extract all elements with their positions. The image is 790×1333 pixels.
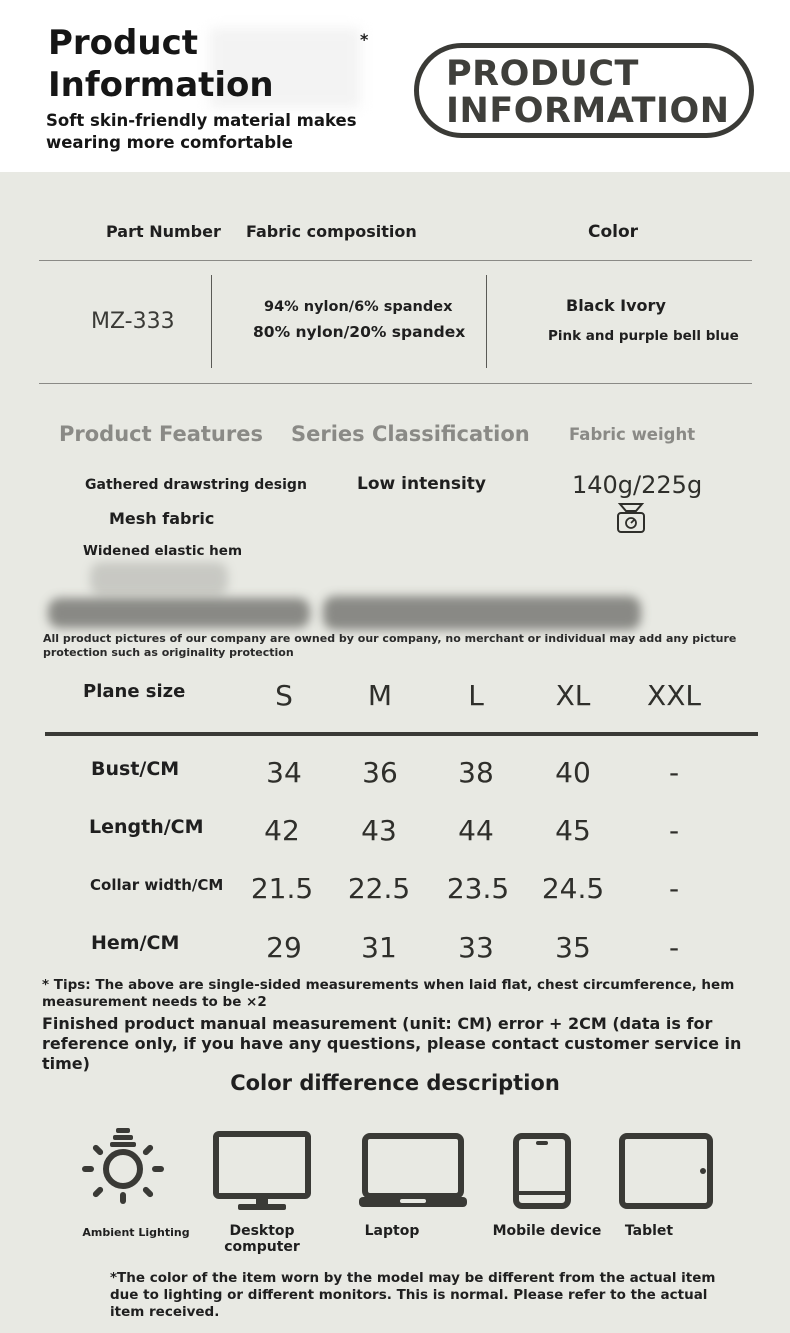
desktop-monitor-icon	[213, 1131, 311, 1211]
size-cell: 44	[458, 814, 494, 847]
feature-item: Widened elastic hem	[83, 543, 243, 559]
size-cell: 42	[264, 814, 300, 847]
product-features-heading: Product Features	[59, 422, 263, 446]
color-line: Pink and purple bell blue	[548, 328, 739, 344]
copyright-notice: All product pictures of our company are owned by our company, no merchant or individual may add any picture protection such as originality protection	[43, 632, 737, 659]
size-cell: 35	[555, 931, 591, 964]
color-line: Black Ivory	[566, 296, 666, 315]
blurred-region	[323, 596, 641, 630]
size-header: XL	[555, 679, 591, 712]
size-cell: -	[668, 756, 680, 789]
measurement-tips: * Tips: The above are single-sided measurements when laid flat, chest circumference, hem measurement needs to be ×2	[42, 977, 735, 1010]
series-value: Low intensity	[357, 474, 486, 494]
size-cell: 33	[458, 931, 494, 964]
page-title: Product Information	[48, 23, 274, 105]
badge-text: PRODUCT INFORMATION	[446, 54, 730, 131]
size-cell: 29	[266, 931, 302, 964]
size-cell: 38	[458, 756, 494, 789]
color-header: Color	[588, 222, 639, 242]
fabric-line: 94% nylon/6% spandex	[264, 299, 453, 315]
row-label: Bust/CM	[91, 758, 180, 780]
size-cell: 45	[555, 814, 591, 847]
size-cell: 34	[266, 756, 302, 789]
asterisk-mark: *	[360, 30, 369, 49]
size-header: M	[367, 679, 393, 712]
table-divider-top	[39, 260, 752, 261]
size-cell: 22.5	[347, 872, 411, 905]
size-table-rule	[45, 732, 758, 736]
row-label: Length/CM	[89, 816, 204, 838]
row-label: Hem/CM	[91, 932, 180, 954]
mobile-phone-icon	[513, 1133, 571, 1209]
size-cell: -	[668, 931, 680, 964]
table-column-divider	[211, 275, 212, 368]
row-label: Collar width/CM	[90, 876, 224, 894]
size-cell: 23.5	[446, 872, 510, 905]
measurement-error-note: Finished product manual measurement (unit: CM) error + 2CM (data is for reference only, if you have any questions, please contact customer service in time)	[42, 1014, 742, 1073]
device-label: Ambient Lighting	[82, 1226, 190, 1239]
device-label: Mobile device	[492, 1223, 602, 1239]
color-difference-footnote: *The color of the item worn by the model may be different from the actual item due to lighting or different monitors. This is normal. Please refer to the actual item received.	[110, 1270, 716, 1320]
table-divider-bottom	[39, 383, 752, 384]
table-column-divider	[486, 275, 487, 368]
size-cell: 36	[362, 756, 398, 789]
fabric-weight-value: 140g/225g	[572, 471, 703, 499]
part-number-header: Part Number	[106, 222, 221, 241]
device-label: Tablet	[624, 1223, 674, 1239]
fabric-header: Fabric composition	[246, 222, 417, 241]
size-cell: 31	[361, 931, 397, 964]
header-banner	[0, 0, 790, 172]
plane-size-header: Plane size	[83, 681, 186, 702]
size-cell: 43	[361, 814, 397, 847]
size-header: L	[468, 679, 484, 712]
size-cell: 21.5	[250, 872, 314, 905]
size-cell: 24.5	[541, 872, 605, 905]
series-classification-heading: Series Classification	[291, 422, 530, 446]
blurred-region	[48, 598, 310, 628]
size-cell: -	[668, 872, 680, 905]
size-header: S	[275, 679, 293, 712]
color-difference-title: Color difference description	[230, 1071, 560, 1095]
size-cell: 40	[555, 756, 591, 789]
fabric-weight-heading: Fabric weight	[569, 425, 696, 444]
fabric-line: 80% nylon/20% spandex	[253, 323, 466, 341]
size-cell: -	[668, 814, 680, 847]
device-label: Laptop	[364, 1223, 420, 1239]
page-subtitle: Soft skin-friendly material makes wearing more comfortable	[46, 111, 357, 152]
blurred-region	[90, 562, 228, 596]
size-header: XXL	[647, 679, 701, 712]
device-label: Desktop computer	[224, 1223, 300, 1255]
part-number-value: MZ-333	[91, 309, 175, 334]
feature-item: Mesh fabric	[109, 509, 215, 528]
tablet-icon	[619, 1133, 713, 1209]
feature-item: Gathered drawstring design	[85, 477, 307, 493]
laptop-icon	[358, 1133, 468, 1209]
ambient-light-icon	[80, 1126, 166, 1204]
scale-icon	[614, 501, 648, 535]
